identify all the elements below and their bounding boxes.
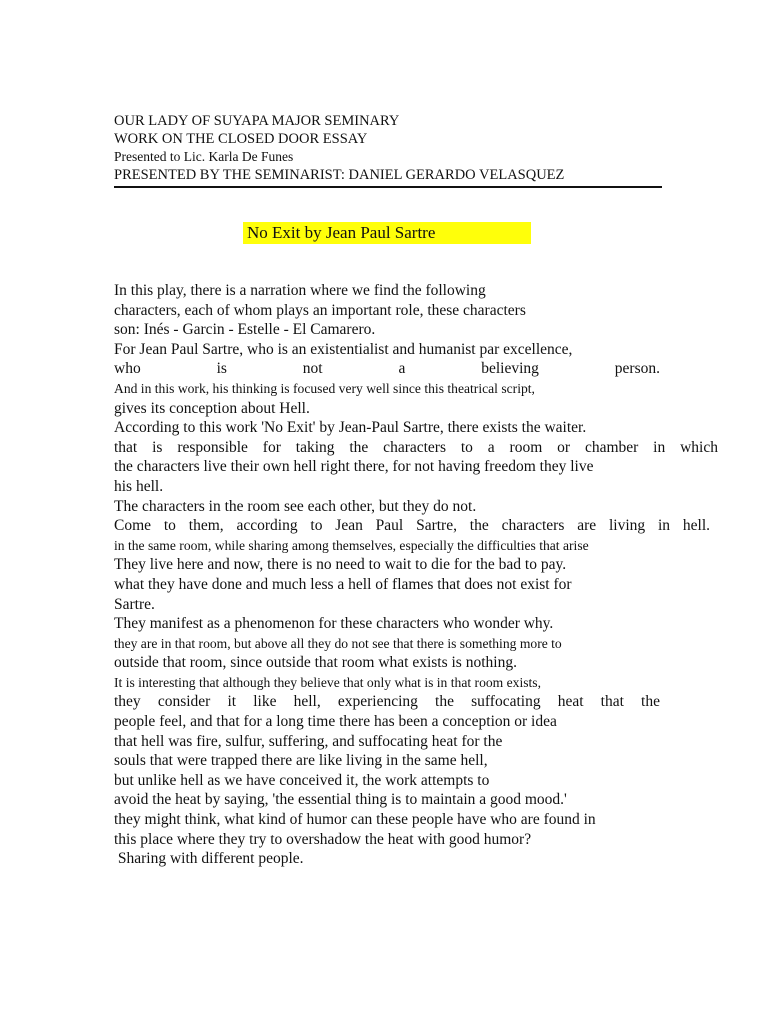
body-line: They live here and now, there is no need to wait to die for the bad to pay. [114,556,567,574]
header-work-title: WORK ON THE CLOSED DOOR ESSAY [114,131,368,147]
body-line: people feel, and that for a long time there has been a conception or idea [114,713,557,731]
body-line: And in this work, his thinking is focused very well since this theatrical script, [114,380,535,396]
body-line: who is not a believing person. [114,360,660,378]
body-line: they consider it like hell, experiencing the suffocating heat that the [114,693,660,711]
header-institution: OUR LADY OF SUYAPA MAJOR SEMINARY [114,113,400,129]
header-presented-to: Presented to Lic. Karla De Funes [114,149,294,164]
body-line: what they have done and much less a hell of flames that does not exist for [114,575,572,593]
essay-title: No Exit by Jean Paul Sartre [247,223,436,242]
body-line: characters, each of whom plays an important role, these characters [114,301,526,319]
body-line: gives its conception about Hell. [114,399,310,417]
body-line: For Jean Paul Sartre, who is an existentialist and humanist par excellence, [114,340,573,358]
body-line: souls that were trapped there are like living in the same hell, [114,752,488,770]
body-line: that is responsible for taking the characters to a room or chamber in which [114,438,718,456]
body-line: Sartre. [114,595,155,613]
body-line: they are in that room, but above all they do not see that there is something more to [114,635,562,651]
body-line: In this play, there is a narration where we find the following [114,282,486,299]
body-line: son: Inés - Garcin - Estelle - El Camarero. [114,321,376,339]
title-highlight [243,222,531,244]
body-line: avoid the heat by saying, 'the essential thing is to maintain a good mood.' [114,791,567,809]
body-line: The characters in the room see each other, but they do not. [114,497,477,515]
document-header [114,112,662,184]
body-line: this place where they try to overshadow the heat with good humor? [114,830,532,848]
body-line: Sharing with different people. [114,850,304,868]
essay-body [114,281,718,869]
body-line: but unlike hell as we have conceived it, the work attempts to [114,771,490,789]
body-line: they might think, what kind of humor can these people have who are found in [114,811,596,829]
body-line: his hell. [114,477,164,495]
body-line: It is interesting that although they believe that only what is in that room exists, [114,674,541,690]
header-underline [114,186,662,188]
body-line: the characters live their own hell right there, for not having freedom they live [114,458,594,476]
body-line: outside that room, since outside that room what exists is nothing. [114,654,517,672]
body-line: According to this work 'No Exit' by Jean-Paul Sartre, there exists the waiter. [114,419,587,437]
body-line: Come to them, according to Jean Paul Sartre, the characters are living in hell. [114,517,710,535]
body-line: in the same room, while sharing among themselves, especially the difficulties that arise [114,537,589,553]
header-presented-by: PRESENTED BY THE SEMINARIST: DANIEL GERARDO VELASQUEZ [114,167,565,183]
body-line: They manifest as a phenomenon for these characters who wonder why. [114,615,554,633]
body-line: that hell was fire, sulfur, suffering, and suffocating heat for the [114,732,503,750]
